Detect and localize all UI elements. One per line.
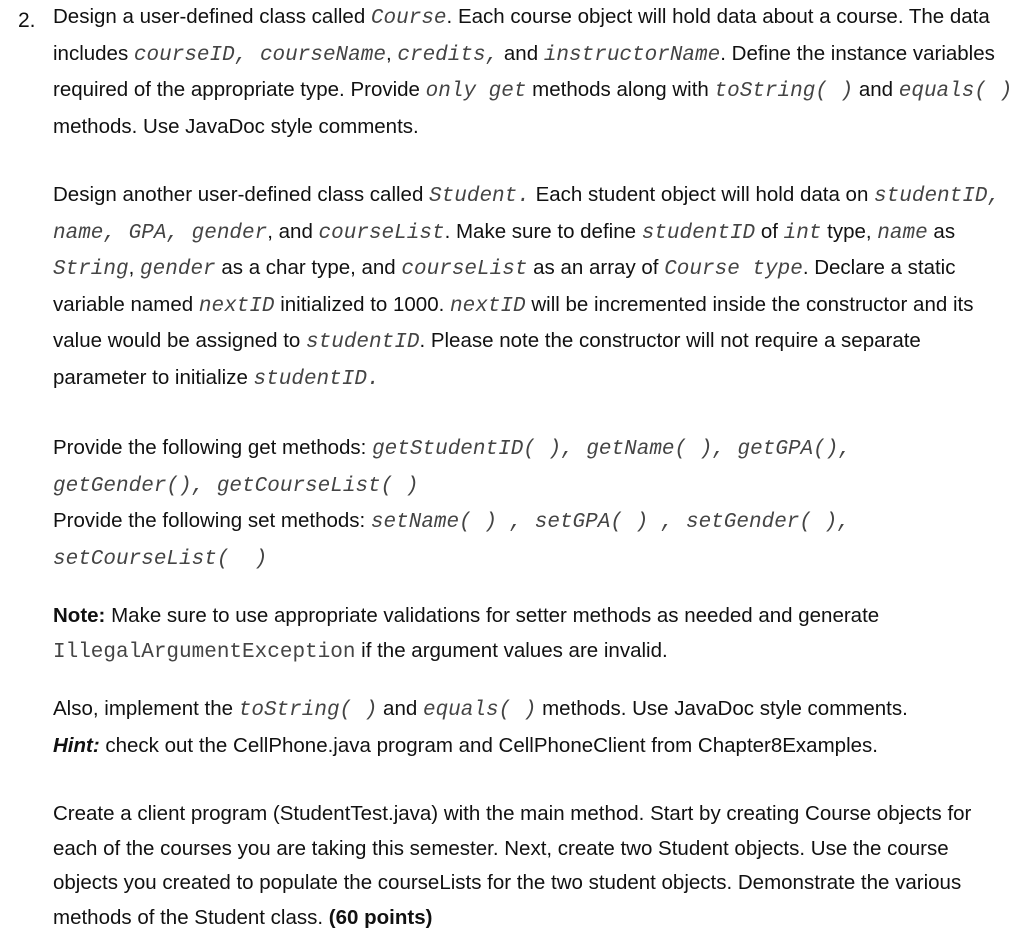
text-run: methods along with [526, 78, 715, 101]
text-run: as a char type, and [215, 256, 402, 279]
code-or-emphasis-text: only get [425, 80, 527, 103]
code-or-emphasis-text: equals( ) [898, 80, 1013, 103]
code-or-emphasis-text: IllegalArgumentException [53, 640, 356, 664]
text-run: as [927, 219, 961, 243]
code-or-emphasis-text: String [53, 258, 129, 281]
code-or-emphasis-text: Hint: [53, 733, 100, 757]
text-run: methods. Use JavaDoc style comments. [53, 78, 1018, 138]
paragraph-course-class [53, 0, 1018, 144]
code-or-emphasis-text: toString( ) [714, 80, 854, 103]
question-number: 2. [18, 9, 36, 32]
code-or-emphasis-text: Course type [664, 258, 803, 281]
text-run: . Make sure to define [444, 219, 642, 243]
code-or-emphasis-text: instructorName [543, 43, 721, 67]
text-run: as an array of [527, 256, 665, 279]
text-run: and [498, 41, 544, 65]
paragraph-client-program [53, 797, 1013, 935]
text-run: type, [821, 219, 878, 243]
code-or-emphasis-text: studentID [641, 221, 756, 245]
text-run: if the argument values are invalid. [355, 638, 668, 662]
text-run: . Define the instance variables required of the appropriate type. Provide [53, 41, 1001, 101]
code-or-emphasis-text: studentID. [253, 367, 380, 391]
code-or-emphasis-text: credits, [397, 43, 499, 67]
text-run: . Please note the constructor will not require a separate parameter to initialize [53, 329, 927, 389]
code-or-emphasis-text: nextID [450, 294, 526, 318]
code-or-emphasis-text: setName( ) , setGPA( ) , setGender( ), setCourseList( ) [53, 511, 863, 571]
code-or-emphasis-text: toString( ) [238, 699, 378, 722]
text-run: , [128, 256, 141, 279]
code-or-emphasis-text: name [877, 221, 928, 245]
text-run: methods. Use JavaDoc style comments. [542, 697, 908, 720]
code-or-emphasis-text: Student. [429, 185, 530, 208]
text-run: Design a user-defined class called [53, 5, 371, 28]
code-or-emphasis-text: equals( ) [422, 699, 537, 722]
text-run: Also, implement the [53, 697, 239, 720]
text-run: . Each course object will hold data about a course. The data includes [53, 5, 996, 65]
text-run: Make sure to use appropriate validations for setter methods as needed and generate [105, 604, 885, 627]
text-run: and [377, 697, 423, 720]
code-or-emphasis-text: courseID, courseName [133, 43, 386, 67]
text-run: , and [267, 219, 319, 243]
text-run: Provide the following set methods: [53, 509, 366, 532]
code-or-emphasis-text: nextID [198, 294, 275, 318]
text-run: , [385, 41, 398, 65]
code-or-emphasis-text: gender [140, 258, 216, 281]
text-run: . Declare a static variable named [53, 256, 962, 316]
question-body [53, 0, 1018, 935]
text-run: will be incremented inside the constructor and its value would be assigned to [53, 292, 980, 352]
text-run: initialized to 1000. [274, 292, 451, 316]
code-or-emphasis-text: courseList [401, 258, 528, 281]
paragraph-student-class [53, 178, 1013, 397]
code-or-emphasis-text: studentID, name, GPA, gender [53, 185, 1013, 245]
text-run: Provide the following get methods: [53, 436, 373, 459]
text-run: of [755, 219, 784, 243]
code-or-emphasis-text: studentID [306, 331, 420, 354]
text-run: Create a client program (StudentTest.java) with the main method. Start by creating Course objects for each of the courses you are taking this semester. Next, create two Student objects. Use the course objects you created to populate the courseLists for the two student objects. Demonstrate the various methods of the Student class. [53, 802, 978, 929]
code-or-emphasis-text: Course [370, 7, 447, 30]
code-or-emphasis-text: getStudentID( ), getName( ), getGPA(), getGender(), getCourseList( ) [53, 438, 864, 498]
text-run: Each student object will hold data on [529, 183, 875, 206]
paragraph-methods-list [53, 431, 1013, 577]
code-or-emphasis-text: (60 points) [328, 905, 433, 929]
text-run: and [853, 78, 899, 101]
code-or-emphasis-text: courseList [318, 221, 445, 245]
text-run: Design another user-defined class called [53, 183, 430, 206]
code-or-emphasis-text: Note: [53, 604, 106, 627]
text-run: check out the CellPhone.java program and CellPhoneClient from Chapter8Examples. [99, 733, 878, 757]
code-or-emphasis-text: int [783, 221, 822, 245]
paragraph-note [53, 599, 1013, 670]
paragraph-tostring-hint [53, 692, 1013, 763]
